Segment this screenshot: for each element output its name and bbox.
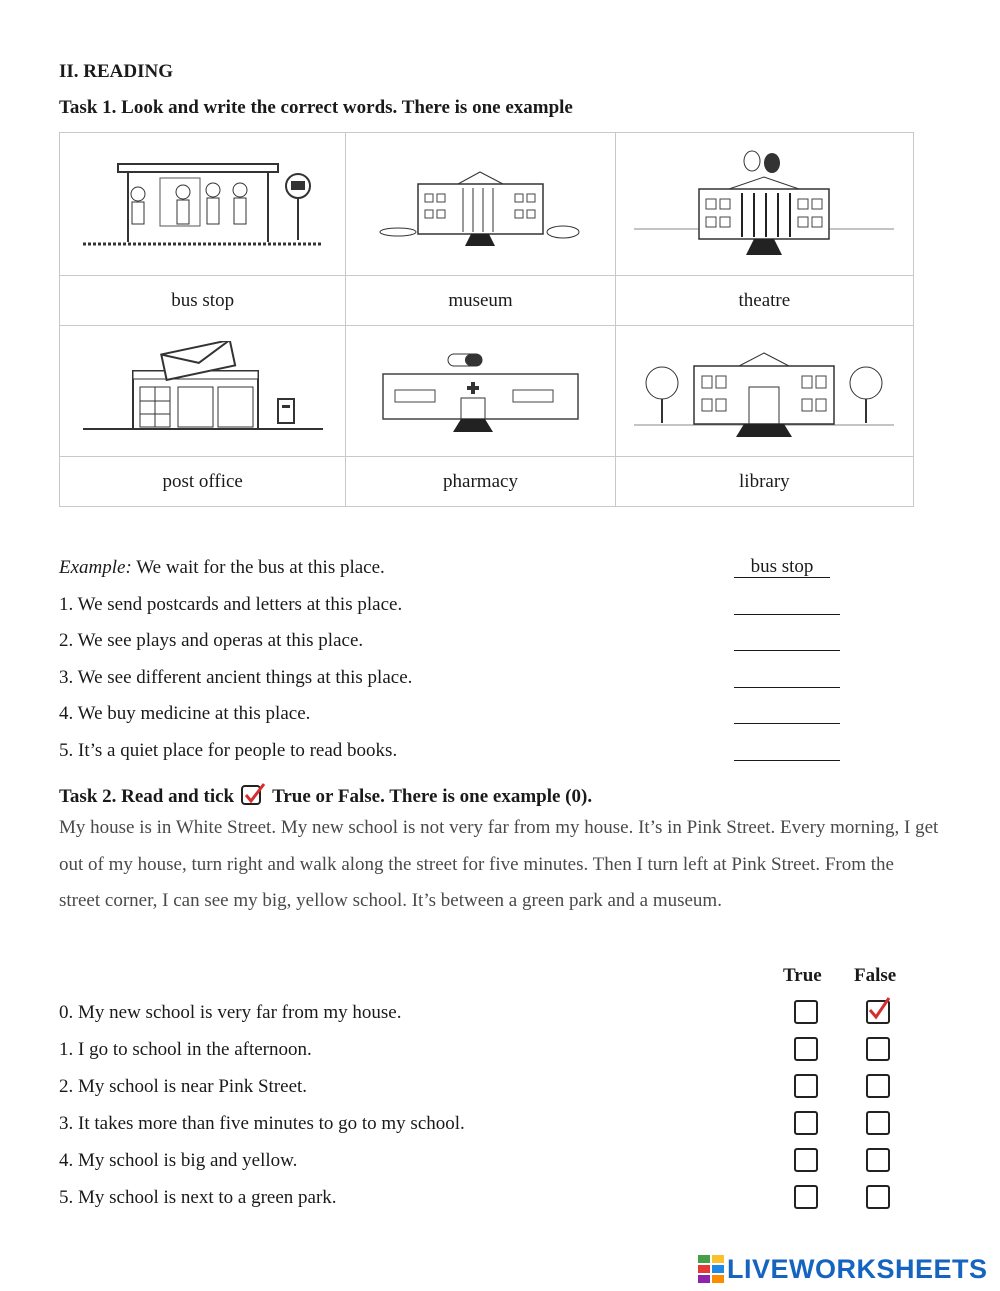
bus-stop-picture [60, 133, 346, 276]
false-checkbox-3[interactable] [866, 1111, 890, 1135]
example-prefix: Example: [59, 557, 132, 578]
false-header: False [854, 965, 897, 986]
true-checkbox-0[interactable] [794, 1000, 818, 1024]
pharmacy-picture [346, 326, 615, 457]
true-checkbox-5[interactable] [794, 1185, 818, 1209]
task2-title [59, 782, 592, 812]
task2-title-after: True or False. There is one example (0). [272, 786, 593, 807]
answer-blank-5[interactable] [734, 742, 840, 761]
place-label-theatre: theatre [615, 276, 913, 326]
library-picture [615, 326, 913, 457]
question-2: 2. We see plays and operas at this place. [59, 630, 364, 651]
logo-blocks-icon [698, 1255, 724, 1283]
false-checkbox-4[interactable] [866, 1148, 890, 1172]
place-label-bus-stop: bus stop [60, 276, 346, 326]
checkmark-icon [866, 996, 892, 1022]
statement-1: 1. I go to school in the afternoon. [59, 1039, 312, 1060]
answer-blank-4[interactable] [734, 705, 840, 724]
true-checkbox-2[interactable] [794, 1074, 818, 1098]
tick-box-icon [240, 782, 268, 808]
true-checkbox-4[interactable] [794, 1148, 818, 1172]
answer-blank-2[interactable] [734, 632, 840, 651]
task1-title: Task 1. Look and write the correct words. There is one example [59, 97, 573, 118]
places-table [59, 132, 914, 507]
question-3: 3. We see different ancient things at this place. [59, 667, 413, 688]
example-answer: bus stop [734, 557, 830, 578]
statement-3: 3. It takes more than five minutes to go to my school. [59, 1113, 465, 1134]
museum-picture [346, 133, 615, 276]
place-label-post-office: post office [60, 457, 346, 507]
question-5: 5. It’s a quiet place for people to read books. [59, 740, 398, 761]
false-checkbox-0[interactable] [866, 1000, 890, 1024]
true-checkbox-3[interactable] [794, 1111, 818, 1135]
place-label-pharmacy: pharmacy [346, 457, 615, 507]
true-header: True [783, 965, 822, 986]
question-1: 1. We send postcards and letters at this place. [59, 594, 403, 615]
false-checkbox-2[interactable] [866, 1074, 890, 1098]
statement-4: 4. My school is big and yellow. [59, 1150, 298, 1171]
answer-blank-3[interactable] [734, 669, 840, 688]
statement-2: 2. My school is near Pink Street. [59, 1076, 308, 1097]
statement-0: 0. My new school is very far from my house. [59, 1002, 402, 1023]
task2-title-before: Task 2. Read and tick [59, 786, 235, 807]
true-checkbox-1[interactable] [794, 1037, 818, 1061]
statement-5: 5. My school is next to a green park. [59, 1187, 337, 1208]
question-4: 4. We buy medicine at this place. [59, 703, 311, 724]
place-label-museum: museum [346, 276, 615, 326]
place-label-library: library [615, 457, 913, 507]
post-office-picture [60, 326, 346, 457]
false-checkbox-5[interactable] [866, 1185, 890, 1209]
example-text: We wait for the bus at this place. [136, 557, 385, 578]
false-checkbox-1[interactable] [866, 1037, 890, 1061]
logo-text: LIVEWORKSHEETS [727, 1253, 988, 1284]
section-title: II. READING [59, 61, 174, 82]
example-sentence [59, 557, 385, 579]
liveworksheets-logo[interactable] [698, 1254, 988, 1284]
answer-blank-1[interactable] [734, 596, 840, 615]
reading-passage: My house is in White Street. My new school is not very far from my house. It’s in Pink Street. Every morning, I get out of my house, turn right and walk along the street for five minutes. Then I turn left at Pink Street. From the street corner, I can see my big, yellow school. It’s between a green park and a museum. [59, 817, 939, 911]
theatre-picture [615, 133, 913, 276]
